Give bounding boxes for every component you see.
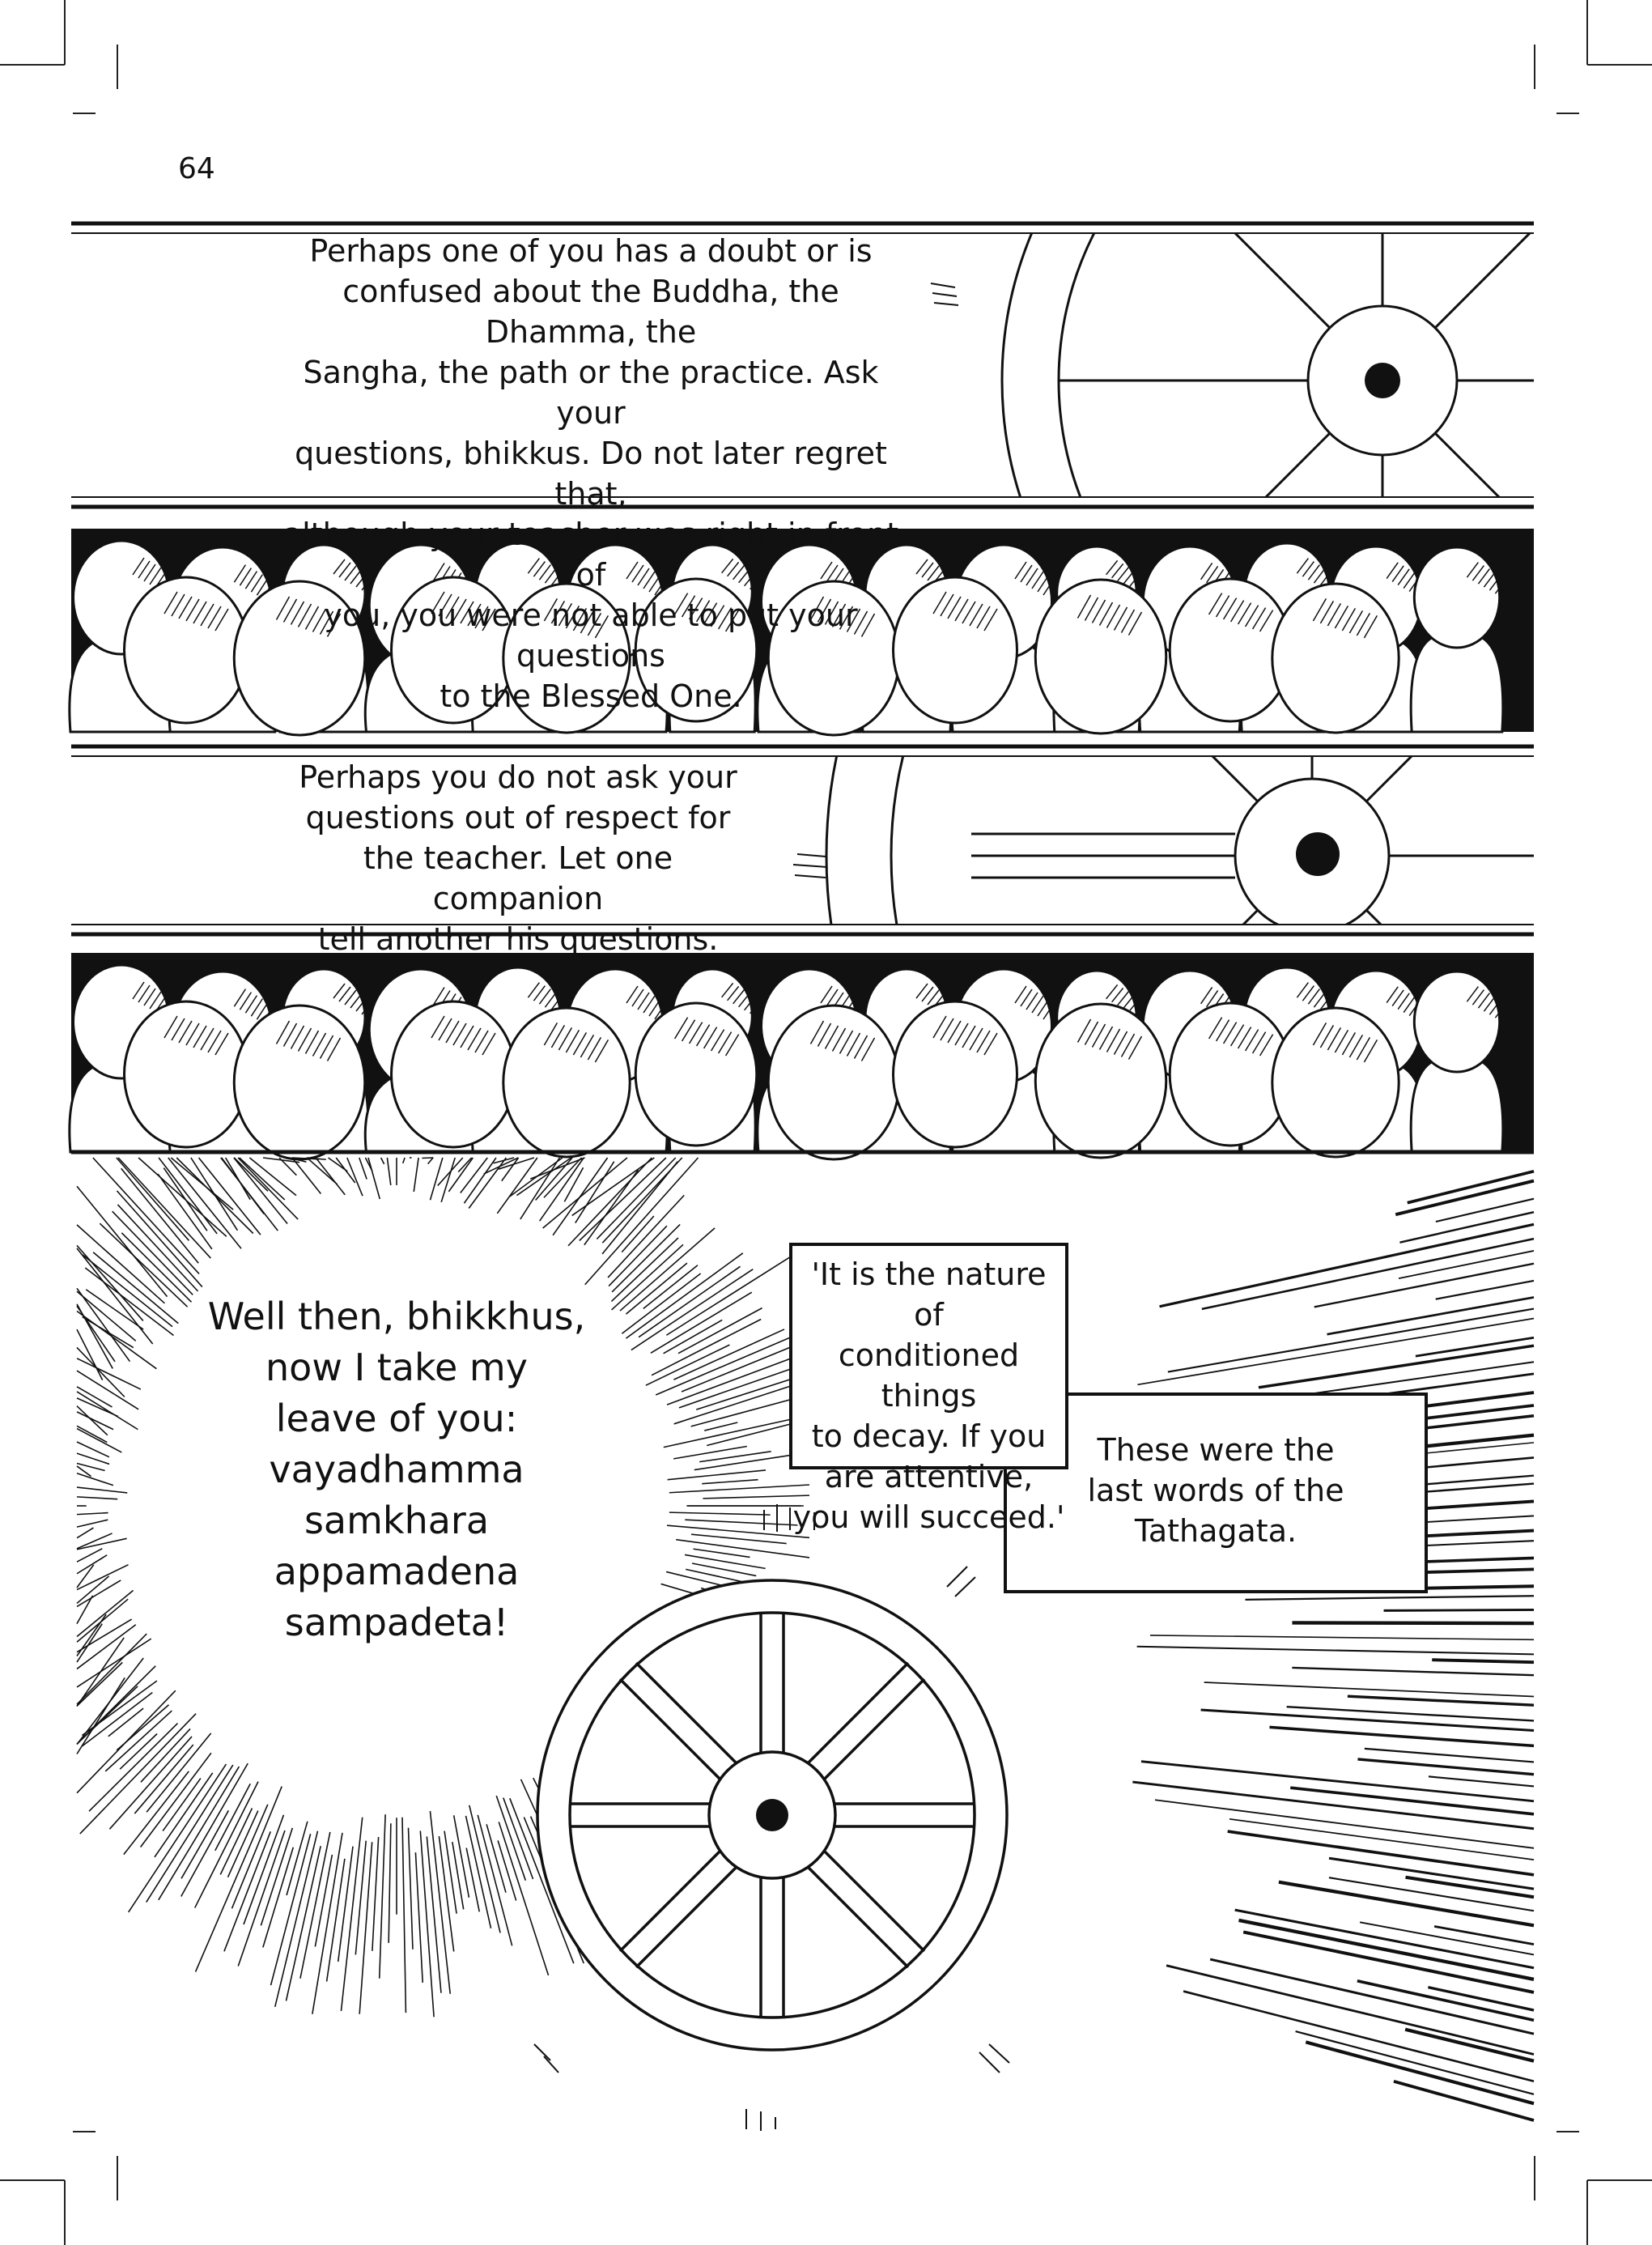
quote-text: 'It is the nature of conditioned things to decay. If you are attentive, you will succeed.' (792, 1256, 1065, 1535)
quote-box (789, 1243, 1068, 1535)
dharma-wheel-middle (793, 370, 1652, 1341)
monk-figure-front (125, 1001, 248, 1147)
monk-figure-front (392, 1001, 516, 1147)
monk-figure-front (1035, 580, 1166, 733)
page-number: 64 (178, 152, 215, 185)
monk-figure-front (768, 1006, 899, 1159)
monk-figure-front (635, 1003, 757, 1146)
narration-panel-1: Perhaps one of you has a doubt or is confused about the Buddha, the Dhamma, the Sangha, the path or the practice. Ask your questions, bhikkus. Do not later regret that, although your teacher was right in front of you, you were not able to put your questions to the Blessed One. (282, 233, 899, 714)
narration-panel-3: Perhaps you do not ask your questions out of respect for the teacher. Let one companion tell another his questions. (299, 759, 737, 957)
monk-figure-front (1272, 584, 1399, 733)
monks-strip-2 (70, 953, 1534, 1159)
monk-figure-front (503, 1008, 630, 1157)
monk-figure-front (1272, 1008, 1399, 1157)
monk-figure-front (125, 577, 248, 723)
buddha-final-words: Well then, bhikkhus, now I take my leave of you: vayadhamma samkhara appamadena sampadeta! (207, 1295, 586, 1644)
caption-last-words: These were the last words of the Tathagata. (1087, 1432, 1344, 1549)
speed-lines (1132, 1171, 1534, 2120)
monk-figure-front (234, 1006, 365, 1159)
monk-figure-front (1035, 1004, 1166, 1158)
monk-figure-front (894, 1001, 1017, 1147)
dharma-wheel-large (537, 1580, 1007, 2050)
